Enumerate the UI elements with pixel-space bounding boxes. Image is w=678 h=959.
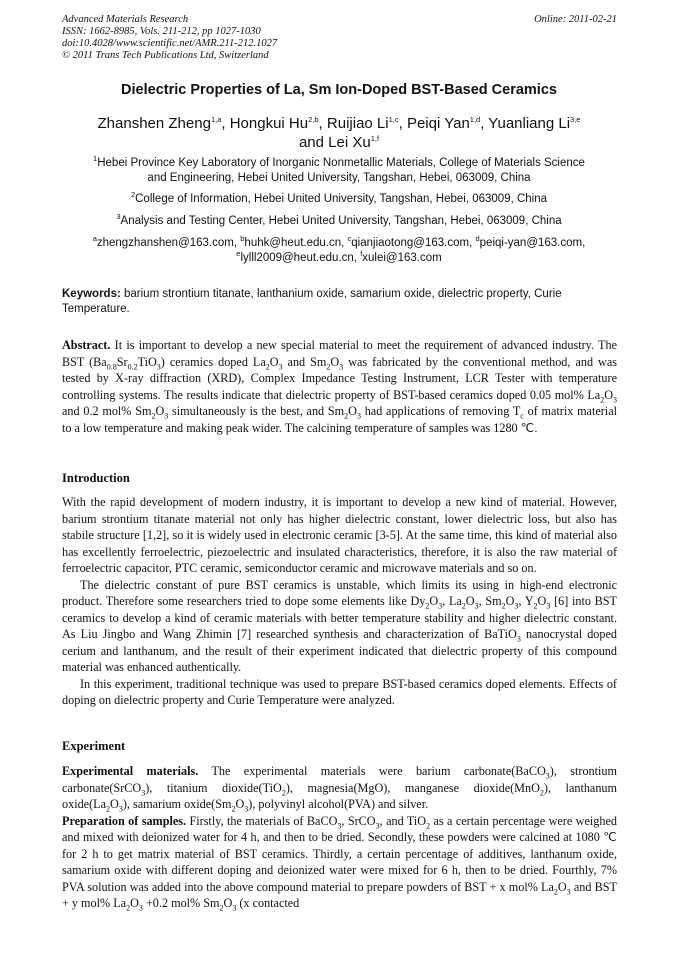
intro-paragraph-2: The dielectric constant of pure BST ceramics is unstable, which limits its using in high-end electronic product. Therefore some researchers tried to dope some elements like $Dy_2O_3$, $La_2O_3$, $Sm_2O_3$, $Y_2O_3$ [6] into BST ceramics to develop a kind of ceramic materials with better temperature stability and higher dielectric constant. As Liu Jingbo and Wang Zhimin [7] researched synthesis and characterization of BaTiO$_3$ nanocrystal doped cerium and lanthanum, and the result of their experiment indicated that dielectric property of this compound material was enhanced authentically. [62, 577, 618, 674]
affiliation-1: $^1$Hebei Province Key Laboratory of Inorganic Nonmetallic Materials, College of Materials Science and Engineering, Hebei United University, Tangshan, Hebei, 063009, China [93, 154, 585, 184]
doi-line: doi:10.4028/www.scientific.net/AMR.211-212.1027 [62, 38, 278, 49]
abstract: Abstract. It is important to develop a new special material to meet the requirement of advanced industry. The BST $(Ba_{0.8}Sr_{0.2}TiO_3)$ ceramics doped $La_2O_3$ and $Sm_2O_3$ was fabricated by the conventional method, and was tested by X-ray diffraction (XRD), Complex Impedance Testing Instrument, LCR Tester with temperature controlling systems. The results indicate that dielectric property of BST-based ceramics doped 0.05 mol% $La_2O_3$ and 0.2 mol% $Sm_2O_3$ simultaneously is the best, and $Sm_2O_3$ had applications of removing $T_c$ of matrix material to a low temperature and making peak wider. The calcining temperature of samples was 1280 ℃. [62, 338, 617, 435]
journal-header [62, 14, 617, 62]
paper-title: Dielectric Properties of La, Sm Ion-Doped BST-Based Ceramics [121, 82, 557, 98]
copyright-line: © 2011 Trans Tech Publications Ltd, Switzerland [62, 50, 269, 61]
journal-name: Advanced Materials Research [62, 14, 189, 25]
email-list: $^a$zhengzhanshen@163.com, $^b$huhk@heut.edu.cn, $^c$qianjiaotong@163.com, $^d$peiqi-yan@163.com, $^e$lylll2009@heut.edu.cn, $^f$xulei@163.com [92, 234, 586, 264]
intro-paragraph-3: In this experiment, traditional technique was used to prepare BST-based ceramics doped elements. Effects of doping on dielectric property and Curie Temperature were analyzed. [62, 676, 617, 707]
section-heading-introduction: Introduction [62, 471, 130, 485]
issn-line: ISSN: 1662-8985, Vols. 211-212, pp 1027-1030 [62, 26, 261, 37]
experimental-materials-paragraph: Experimental materials. The experimental materials were barium carbonate(BaCO$_3$), strontium carbonate(SrCO$_3$), titanium dioxide(TiO$_2$), magnesia(MgO), manganese dioxide(MnO$_2$), lanthanum $oxide(La_2O_3)$, samarium $oxide(Sm_2O_3)$, polyvinyl alcohol(PVA) and silver. [62, 764, 618, 814]
section-heading-experiment: Experiment [62, 739, 126, 753]
author-list: Zhanshen Zheng$^{1,a}$, Hongkui Hu$^{2,b}$, Ruijiao Li$^{1,c}$, Peiqi Yan$^{1,d}$, Yuanliang Li$^{3,e}$ and Lei Xu$^{1,f}$ [97, 115, 581, 151]
affiliation-3: $^3$Analysis and Testing Center, Hebei United University, Tangshan, Hebei, 063009, China [116, 212, 562, 227]
keywords: Keywords: barium strontium titanate, lanthanium oxide, samarium oxide, dielectric property, Curie Temperature. [62, 288, 562, 315]
affiliation-2: $^2$College of Information, Hebei United University, Tangshan, Hebei, 063009, China [130, 190, 548, 205]
preparation-of-samples-paragraph: Preparation of samples. Firstly, the materials of BaCO$_3$, SrCO$_3$, and TiO$_2$ as a certain percentage were weighed and mixed with deionized water for 4 h, and then to be dried. Secondly, these powders were calcined at 1080 ℃ for 2 h to get matrix material of BST ceramics. Thirdly, a certain percentage of additives, lanthanum oxide, samarium oxide with different doping and deionized water were mixed for 6 h, then to be dried. Fourthly, 7% PVA solution was added into the above compound material to prepare powders of BST + x mol% $La_2O_3$ and BST + y mol% $La_2O_3 +0.2$ mol% $Sm_2O_3$ (x contacted [62, 813, 617, 913]
online-date: Online: 2011-02-21 [534, 14, 617, 25]
experiment-text [62, 763, 617, 912]
intro-paragraph-1: With the rapid development of modern industry, it is important to develop a new kind of material. However, barium strontium titanate material not only has higher dielectric constant, lower dielectric loss, but also has stabile structure [1,2], so it is widely used in electronic ceramic [3-5]. At the same time, this kind of material also has excellently ferroelectric, piezoelectric and insulated characteristics, therefore, it is also the raw material of ferroelectric capacitor, PTC ceramic, semiconductor ceramic and microwave materials and so on. [62, 495, 617, 575]
introduction-text [62, 494, 617, 709]
